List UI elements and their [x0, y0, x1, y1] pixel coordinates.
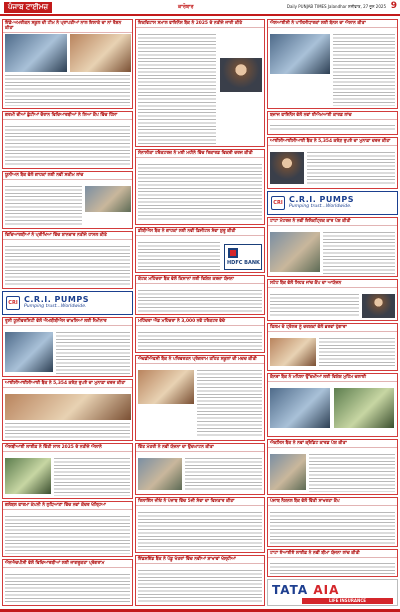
cri-logo-icon: CRI	[271, 196, 285, 210]
article-headline: ਬਜਾਜ ਫਾਇਨੈਂਸ ਵੱਲੋਂ ਨਵਾਂ ਈਐਮਆਈ ਕਾਰਡ ਲਾਂਚ	[268, 112, 397, 120]
article-5	[2, 317, 133, 377]
article-headline: ਗਰਮੀ ਦੀਆਂ ਛੁੱਟੀਆਂ ਦੌਰਾਨ ਵਿਦਿਆਰਥੀਆਂ ਨੇ ਲਿਆ ਕੈਂਪ ਵਿੱਚ ਹਿੱਸਾ	[3, 112, 132, 120]
ad-brand	[272, 583, 339, 597]
article-headline: ਵਿੱਤ ਮੰਤਰੀ ਨੇ ਨਵੀਂ ਯੋਜਨਾ ਦਾ ਉਦਘਾਟਨ ਕੀਤਾ	[136, 444, 264, 452]
article-headline: ਕੋਟਕ ਮਹਿੰਦਰਾ ਬੈਂਕ ਵੱਲੋਂ ਕਿਸਾਨਾਂ ਲਈ ਵਿਸ਼ੇਸ਼ ਕਰਜ਼ਾ ਯੋਜਨਾ	[136, 276, 264, 284]
ad-brand: C.R.I. PUMPS	[24, 295, 90, 304]
newspaper-logo: ਪੰਜਾਬ ਟਾਈਮਜ਼	[4, 2, 52, 13]
article-headline: ਰੂਸੀ ਯੂਨੀਵਰਸਿਟੀ ਵੱਲੋਂ ਐਮਬੀਬੀਐਸ ਦਾਖ਼ਲਿਆਂ ਲਈ ਸੈਮੀਨਾਰ	[3, 318, 132, 326]
article-photo	[270, 388, 330, 428]
article-body	[54, 458, 130, 496]
article-photo	[85, 186, 131, 212]
article-photo	[5, 394, 131, 420]
hdfc-bank-ad[interactable]	[224, 244, 262, 270]
article-6	[2, 379, 133, 441]
ad-tagline: LIFE INSURANCE	[302, 598, 393, 604]
ad-tagline: Pumping trust...Worldwide.	[24, 304, 87, 309]
article-21	[267, 137, 398, 189]
article-8	[2, 501, 133, 557]
article-body	[138, 332, 262, 350]
article-9	[2, 559, 133, 606]
article-headline: ਆਈਸੀਆਈਸੀਆਈ ਬੈਂਕ ਨੇ 5,354 ਕਰੋੜ ਰੁਪਏ ਦਾ ਮੁਨਾਫ਼ਾ ਦਰਜ ਕੀਤਾ	[268, 138, 397, 146]
article-27	[267, 497, 398, 547]
article-body	[5, 423, 130, 438]
article-photo	[270, 454, 306, 490]
article-4	[2, 231, 133, 289]
article-7	[2, 443, 133, 499]
article-body	[323, 232, 395, 274]
masthead	[0, 0, 400, 16]
article-16	[135, 443, 265, 495]
article-headline: ਟਾਟਾ ਏਆਈਏ ਲਾਈਫ਼ ਨੇ ਨਵੀਂ ਬੀਮਾ ਯੋਜਨਾ ਲਾਂਚ ਕੀਤੀ	[268, 550, 397, 558]
article-body	[138, 290, 262, 312]
article-headline: ਕੈਨਰਾ ਬੈਂਕ ਨੇ ਮਹਿਲਾ ਉੱਦਮੀਆਂ ਲਈ ਵਿਸ਼ੇਸ਼ ਮੁਹਿੰਮ ਚਲਾਈ	[268, 374, 397, 382]
article-body	[56, 332, 130, 374]
ad-brand: HDFC BANK	[227, 260, 260, 266]
article-headline: ਰਿਲਾਇੰਸ ਜੀਓ ਨੇ ਪੰਜਾਬ ਵਿੱਚ 5ਜੀ ਸੇਵਾ ਦਾ ਵਿਸਤਾਰ ਕੀਤਾ	[136, 498, 264, 506]
article-body	[270, 563, 395, 574]
article-photo	[5, 34, 67, 72]
article-20	[267, 111, 398, 135]
article-body	[138, 512, 262, 550]
cri-logo-icon: CRI	[6, 296, 20, 310]
article-body	[138, 570, 262, 603]
article-headline: ਪੰਜਾਬ ਨੈਸ਼ਨਲ ਬੈਂਕ ਵੱਲੋਂ ਵਿੱਤੀ ਸਾਖਰਤਾ ਕੈਂਪ	[268, 498, 397, 506]
article-headline: ਗਲੋਬਲ ਫਾਰਮਾ ਕੰਪਨੀ ਨੇ ਲੁਧਿਆਣਾ ਵਿੱਚ ਨਵਾਂ ਕੇਂਦਰ ਖੋਲ੍ਹਿਆ	[3, 502, 132, 510]
article-body	[5, 186, 82, 226]
article-25	[267, 373, 398, 437]
article-28	[267, 549, 398, 577]
article-photo	[270, 152, 304, 184]
article-body	[309, 454, 395, 492]
tata-word: TATA	[272, 583, 309, 597]
article-headline: ਇੰਡੋ-ਅਮਰੀਕਨ ਸਕੂਲ ਦੀ ਟੀਮ ਨੇ ਪ੍ਰਾਪਤੀਆਂ ਨਾਲ ਇਲਾਕੇ ਦਾ ਨਾਂ ਰੌਸ਼ਨ ਕੀਤਾ	[3, 20, 132, 33]
article-17	[135, 497, 265, 553]
section-title: ਕਾਰੋਬਾਰ	[178, 4, 194, 10]
article-photo	[5, 458, 51, 494]
article-headline: ਮਹਿੰਦਰਾ ਐਂਡ ਮਹਿੰਦਰਾ ਨੇ 3,000 ਨਵੇਂ ਟਰੈਕਟਰ ਵੇਚੇ	[136, 318, 264, 326]
article-body	[5, 574, 130, 603]
article-24	[267, 323, 398, 371]
ad-brand: C.R.I. PUMPS	[289, 195, 355, 204]
article-body	[270, 294, 359, 318]
article-23	[267, 279, 398, 321]
article-headline: ਫਿਲਮ ਦੇ ਟ੍ਰੇਲਰ ਨੂੰ ਦਰਸ਼ਕਾਂ ਵੱਲੋਂ ਭਰਵਾਂ ਹੁੰਗਾਰਾ	[268, 324, 397, 332]
edition-date: Daily PUNJAB TIMES Jalandhar ਸ਼ਨੀਵਾਰ, 27 ਜੂਨ 2025	[286, 4, 386, 9]
article-13	[135, 275, 265, 315]
article-headline: ਐਲਆਈਸੀ ਨੇ ਪਾਲਿਸੀਧਾਰਕਾਂ ਲਈ ਬੋਨਸ ਦਾ ਐਲਾਨ ਕੀਤਾ	[268, 20, 397, 28]
article-headline: ਇਕਵਿਟਾਸ ਸਮਾਲ ਫਾਇਨੈਂਸ ਬੈਂਕ ਨੇ 2025 ਦੇ ਨਤੀਜੇ ਜਾਰੀ ਕੀਤੇ	[136, 20, 264, 28]
article-headline: ਸੋਨਾਲੀਕਾ ਟਰੈਕਟਰਜ਼ ਨੇ ਮਈ ਮਹੀਨੇ ਵਿੱਚ ਰਿਕਾਰਡ ਵਿਕਰੀ ਦਰਜ ਕੀਤੀ	[136, 150, 264, 158]
article-body	[5, 75, 130, 106]
page-number: 9	[390, 1, 397, 11]
article-19	[267, 19, 398, 109]
ad-tagline: Pumping trust...Worldwide.	[289, 204, 352, 209]
article-body	[5, 246, 130, 286]
article-body	[333, 34, 395, 106]
article-body	[307, 152, 395, 186]
cri-pumps-ad[interactable]	[2, 291, 133, 315]
article-18	[135, 555, 265, 606]
article-headline: ਸਟੇਟ ਬੈਂਕ ਵੱਲੋਂ ਸਿਹਤ ਜਾਂਚ ਕੈਂਪ ਦਾ ਆਯੋਜਨ	[268, 280, 397, 288]
article-body	[5, 126, 130, 166]
article-photo	[270, 338, 316, 366]
article-headline: ਇੰਡਸਇੰਡ ਬੈਂਕ ਨੇ ਪੇਂਡੂ ਖੇਤਰਾਂ ਵਿੱਚ ਨਵੀਆਂ ਸ਼ਾਖਾਵਾਂ ਖੋਲ੍ਹੀਆਂ	[136, 556, 264, 564]
article-body	[270, 512, 395, 544]
article-headline: ਵਿਦਿਆਰਥੀਆਂ ਨੇ ਪ੍ਰੀਖਿਆ ਵਿੱਚ ਸ਼ਾਨਦਾਰ ਨਤੀਜੇ ਹਾਸਲ ਕੀਤੇ	[3, 232, 132, 240]
cri-pumps-ad[interactable]	[267, 191, 398, 215]
article-headline: ਐਕਸਿਸ ਬੈਂਕ ਨੇ ਨਵਾਂ ਕ੍ਰੈਡਿਟ ਕਾਰਡ ਪੇਸ਼ ਕੀਤਾ	[268, 440, 397, 448]
article-headline: ਟਾਟਾ ਮੋਟਰਜ਼ ਨੇ ਨਵੀਂ ਇਲੈਕਟ੍ਰਿਕ ਕਾਰ ਪੇਸ਼ ਕੀਤੀ	[268, 218, 397, 226]
article-11	[135, 149, 265, 225]
article-headline: ਡੀਬੀਐਸ ਬੈਂਕ ਨੇ ਗਾਹਕਾਂ ਲਈ ਨਵੀਂ ਡਿਜੀਟਲ ਸੇਵਾ ਸ਼ੁਰੂ ਕੀਤੀ	[136, 228, 264, 236]
article-1	[2, 19, 133, 109]
article-22	[267, 217, 398, 277]
article-photo	[70, 34, 131, 72]
article-photo	[138, 458, 182, 490]
article-photo	[5, 332, 53, 372]
article-body	[5, 516, 130, 554]
article-headline: ਯੂਨੀਅਨ ਬੈਂਕ ਵੱਲੋਂ ਗਾਹਕਾਂ ਲਈ ਨਵੀਂ ਸਕੀਮ ਲਾਂਚ	[3, 172, 132, 180]
article-photo	[138, 370, 194, 404]
article-headline: ਆਈਸੀਆਈਸੀਆਈ ਬੈਂਕ ਨੇ 5,354 ਕਰੋੜ ਰੁਪਏ ਦਾ ਮੁਨਾਫ਼ਾ ਦਰਜ ਕੀਤਾ	[3, 380, 132, 388]
article-body	[319, 338, 395, 368]
article-14	[135, 317, 265, 353]
article-body	[185, 458, 262, 492]
article-body	[138, 34, 216, 144]
article-15	[135, 355, 265, 441]
article-3	[2, 171, 133, 229]
aia-mark: AIA	[313, 583, 340, 597]
article-2	[2, 111, 133, 169]
article-photo	[334, 388, 394, 428]
article-photo	[270, 34, 330, 74]
hdfc-logo-icon	[228, 248, 238, 258]
article-body	[138, 164, 262, 222]
article-photo	[270, 232, 320, 272]
article-photo	[362, 294, 395, 318]
article-body	[138, 242, 220, 270]
article-photo	[220, 58, 262, 92]
article-headline: ਐਚਡੀਐਫਸੀ ਬੈਂਕ ਨੇ ਪਰਿਵਰਤਨ ਪ੍ਰੋਗਰਾਮ ਤਹਿਤ ਸਕੂਲਾਂ ਦੀ ਮਦਦ ਕੀਤੀ	[136, 356, 264, 364]
article-12	[135, 227, 265, 273]
article-10	[135, 19, 265, 147]
tata-aia-ad[interactable]	[267, 579, 398, 606]
article-body	[270, 125, 395, 132]
article-headline: ਐਨਐਚਪੀਸੀ ਵੱਲੋਂ ਵਿਦਿਆਰਥੀਆਂ ਲਈ ਜਾਗਰੂਕਤਾ ਪ੍ਰੋਗਰਾਮ	[3, 560, 132, 568]
article-26	[267, 439, 398, 495]
article-body	[197, 370, 262, 438]
article-headline: ਐਸਬੀਆਈ ਲਾਈਫ਼ ਨੇ ਵਿੱਤੀ ਸਾਲ 2025 ਦੇ ਨਤੀਜੇ ਐਲਾਨੇ	[3, 444, 132, 452]
